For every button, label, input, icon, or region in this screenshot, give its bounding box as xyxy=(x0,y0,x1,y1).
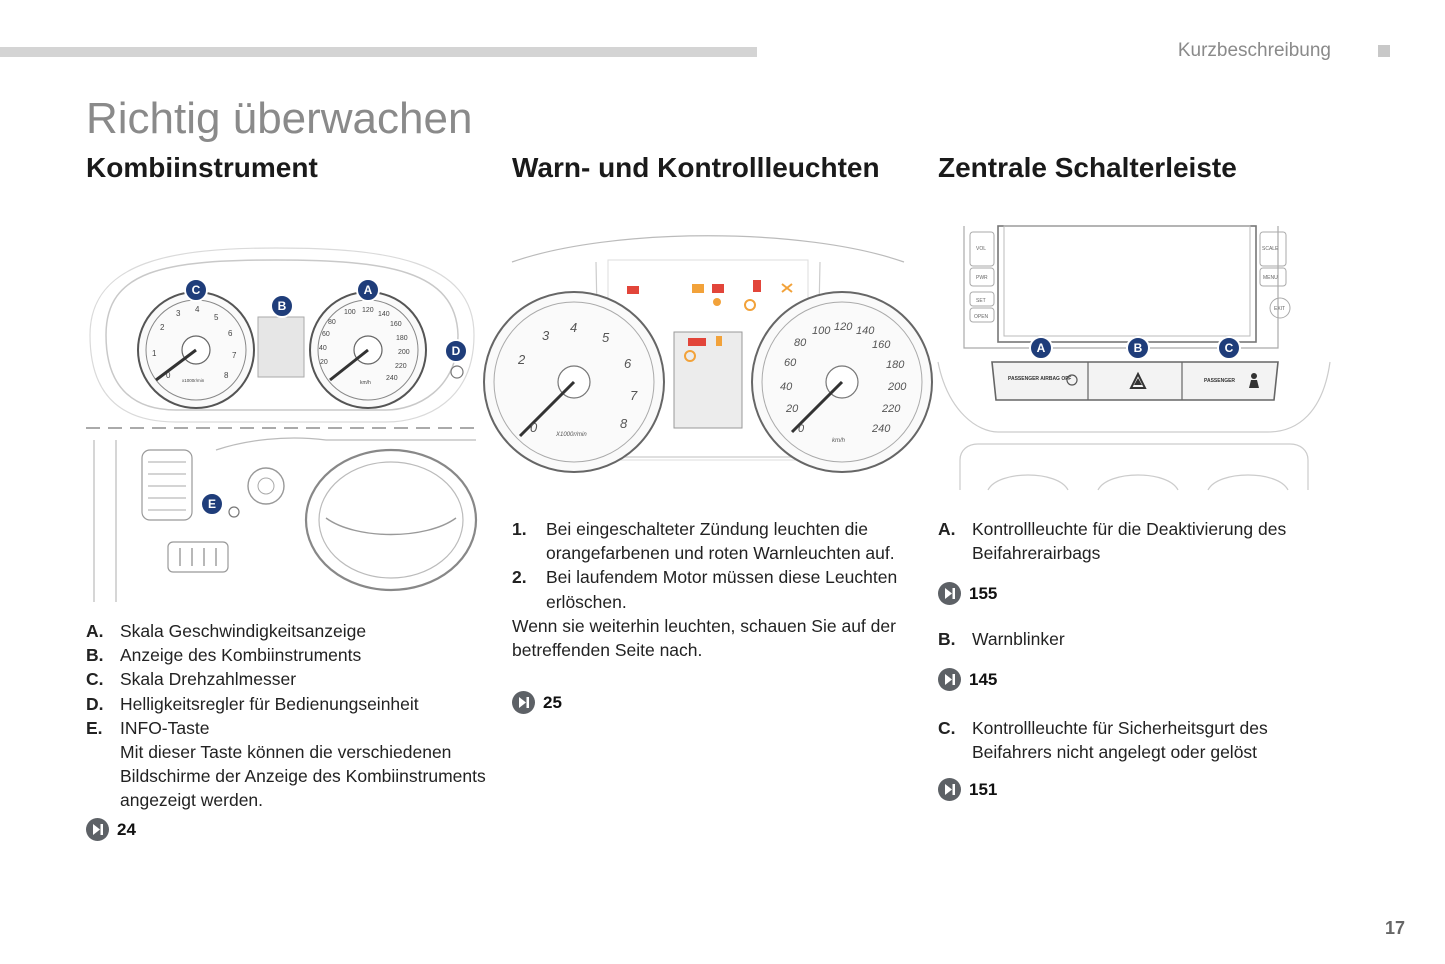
svg-text:5: 5 xyxy=(602,330,610,345)
svg-text:240: 240 xyxy=(386,375,398,382)
schalterleiste-item-a xyxy=(938,517,1328,565)
svg-text:80: 80 xyxy=(328,319,336,326)
speed-unit-label: km/h xyxy=(360,380,371,386)
svg-text:80: 80 xyxy=(794,337,807,349)
reference-155[interactable] xyxy=(938,582,997,605)
menu-label: MENU xyxy=(1263,275,1278,281)
reference-page: 145 xyxy=(969,669,998,689)
svg-text:220: 220 xyxy=(395,363,407,370)
svg-text:5: 5 xyxy=(214,313,219,322)
list-item xyxy=(86,692,486,716)
item-label: A. xyxy=(938,519,956,539)
item-text: Skala Drehzahlmesser xyxy=(120,669,297,690)
rpm-label: X1000r/min xyxy=(556,432,587,438)
page-reference-icon xyxy=(938,582,961,605)
svg-text:20: 20 xyxy=(320,359,328,366)
pwr-label: PWR xyxy=(976,275,988,281)
callout-b: B xyxy=(277,299,287,313)
svg-text:20: 20 xyxy=(786,403,799,415)
item-label: C. xyxy=(938,718,956,738)
svg-text:2: 2 xyxy=(160,323,165,332)
section-marker xyxy=(1378,45,1390,57)
svg-text:200: 200 xyxy=(398,349,410,356)
note-text: Wenn sie weiterhin leuchten, schauen Sie auf der betreffenden Seite nach. xyxy=(512,615,896,661)
scale-label: SCALE xyxy=(1262,246,1279,252)
page-title: Richtig überwachen xyxy=(86,94,473,143)
schalterleiste-item-b xyxy=(938,627,1328,651)
item-text: Skala Geschwindigkeitsanzeige xyxy=(120,621,367,641)
list-item xyxy=(512,565,902,613)
svg-text:180: 180 xyxy=(886,359,905,371)
reference-page: 25 xyxy=(543,692,562,712)
airbag-off-label: PASSENGER AIRBAG OFF xyxy=(1008,376,1072,382)
vol-label: VOL xyxy=(976,246,987,252)
list-item xyxy=(86,716,486,813)
list-item xyxy=(86,667,486,691)
reference-page: 24 xyxy=(117,819,136,839)
svg-text:0: 0 xyxy=(798,423,805,435)
item-label: 1. xyxy=(512,519,527,539)
svg-text:220: 220 xyxy=(882,403,901,415)
svg-text:160: 160 xyxy=(872,339,891,351)
svg-text:140: 140 xyxy=(378,311,390,318)
warnleuchten-list xyxy=(512,517,902,662)
page-reference-icon xyxy=(512,691,535,714)
callout-a: A xyxy=(363,283,373,297)
item-label: B. xyxy=(938,629,956,649)
svg-text:3: 3 xyxy=(176,309,181,318)
svg-text:240: 240 xyxy=(872,423,891,435)
warning-lights-figure xyxy=(512,232,907,487)
callout-c: C xyxy=(1224,341,1234,355)
info-button-description: Mit dieser Taste können die verschiedenen Bildschirme der Anzeige des Kombiinstruments angezeigt werden. xyxy=(120,742,486,811)
svg-text:60: 60 xyxy=(322,331,330,338)
item-label: A. xyxy=(86,621,104,641)
switch-panel-figure xyxy=(938,222,1330,490)
reference-25[interactable] xyxy=(512,691,562,714)
section-title: Kurzbeschreibung xyxy=(1177,40,1331,61)
page-reference-icon xyxy=(86,818,109,841)
passenger-label: PASSENGER xyxy=(1204,378,1236,384)
reference-145[interactable] xyxy=(938,668,997,691)
svg-text:2: 2 xyxy=(518,352,526,367)
page-number: 17 xyxy=(1384,918,1405,938)
item-text: Helligkeitsregler für Bedienungseinheit xyxy=(120,693,419,714)
svg-text:60: 60 xyxy=(784,357,797,369)
kombiinstrument-title: Kombiinstrument xyxy=(86,152,318,183)
reference-page: 151 xyxy=(969,779,998,799)
reference-24[interactable] xyxy=(86,818,136,841)
list-item xyxy=(512,517,902,565)
svg-text:100: 100 xyxy=(812,325,831,337)
item-text: Kontrollleuchte für die Deaktivierung des Beifahrerairbags xyxy=(972,519,1287,564)
item-text xyxy=(120,716,486,813)
svg-text:0: 0 xyxy=(166,371,171,380)
reference-page: 155 xyxy=(969,583,998,603)
header-bar xyxy=(0,47,757,57)
svg-text:0: 0 xyxy=(530,420,538,435)
rpm-unit-label: x1000r/min xyxy=(182,378,205,383)
info-button-name: INFO-Taste xyxy=(120,717,210,738)
svg-text:100: 100 xyxy=(344,309,356,316)
item-label: D. xyxy=(86,693,104,714)
svg-text:4: 4 xyxy=(195,305,200,314)
svg-text:1: 1 xyxy=(152,349,157,358)
warnleuchten-title: Warn- und Kontrollleuchten xyxy=(512,152,880,183)
svg-text:8: 8 xyxy=(224,371,229,380)
item-label: C. xyxy=(86,669,104,690)
open-label: OPEN xyxy=(974,314,989,320)
callout-e: E xyxy=(207,497,217,511)
kombiinstrument-list xyxy=(86,619,486,813)
set-label: SET xyxy=(976,298,986,304)
list-item xyxy=(86,619,486,643)
svg-text:8: 8 xyxy=(620,416,628,431)
item-label: E. xyxy=(86,717,103,738)
item-text: Bei laufendem Motor müssen diese Leuchten erlöschen. xyxy=(546,567,898,612)
svg-text:160: 160 xyxy=(390,321,402,328)
svg-text:3: 3 xyxy=(542,328,550,343)
reference-151[interactable] xyxy=(938,778,997,801)
list-item xyxy=(938,517,1328,565)
list-item xyxy=(938,627,1328,651)
callout-a: A xyxy=(1036,341,1046,355)
speed-label: km/h xyxy=(832,438,846,444)
svg-text:180: 180 xyxy=(396,335,408,342)
item-label: 2. xyxy=(512,567,527,588)
item-text: Warnblinker xyxy=(972,629,1065,649)
svg-text:40: 40 xyxy=(319,345,327,352)
svg-text:40: 40 xyxy=(780,381,793,393)
item-text: Anzeige des Kombiinstruments xyxy=(120,645,362,666)
svg-text:120: 120 xyxy=(834,321,853,333)
svg-text:6: 6 xyxy=(624,356,632,371)
page-reference-icon xyxy=(938,668,961,691)
exit-label: EXIT xyxy=(1274,306,1286,312)
schalterleiste-title: Zentrale Schalterleiste xyxy=(938,152,1237,183)
callout-d: D xyxy=(451,344,461,358)
instrument-cluster-figure xyxy=(86,250,478,610)
item-label: B. xyxy=(86,645,104,666)
item-text: Bei eingeschalteter Zündung leuchten die orangefarbenen und roten Warnleuchten auf. xyxy=(546,519,895,564)
svg-text:7: 7 xyxy=(232,351,237,360)
svg-text:120: 120 xyxy=(362,307,374,314)
schalterleiste-item-c xyxy=(938,716,1328,764)
list-item xyxy=(938,716,1328,764)
callout-b: B xyxy=(1133,341,1143,355)
svg-text:6: 6 xyxy=(228,329,233,338)
svg-text:7: 7 xyxy=(630,388,638,403)
page-reference-icon xyxy=(938,778,961,801)
item-text: Kontrollleuchte für Sicherheitsgurt des Beifahrers nicht angelegt oder gelöst xyxy=(972,718,1268,763)
svg-text:200: 200 xyxy=(888,381,907,393)
svg-text:140: 140 xyxy=(856,325,875,337)
svg-text:4: 4 xyxy=(570,320,578,335)
list-item xyxy=(86,643,486,667)
callout-c: C xyxy=(191,283,201,297)
